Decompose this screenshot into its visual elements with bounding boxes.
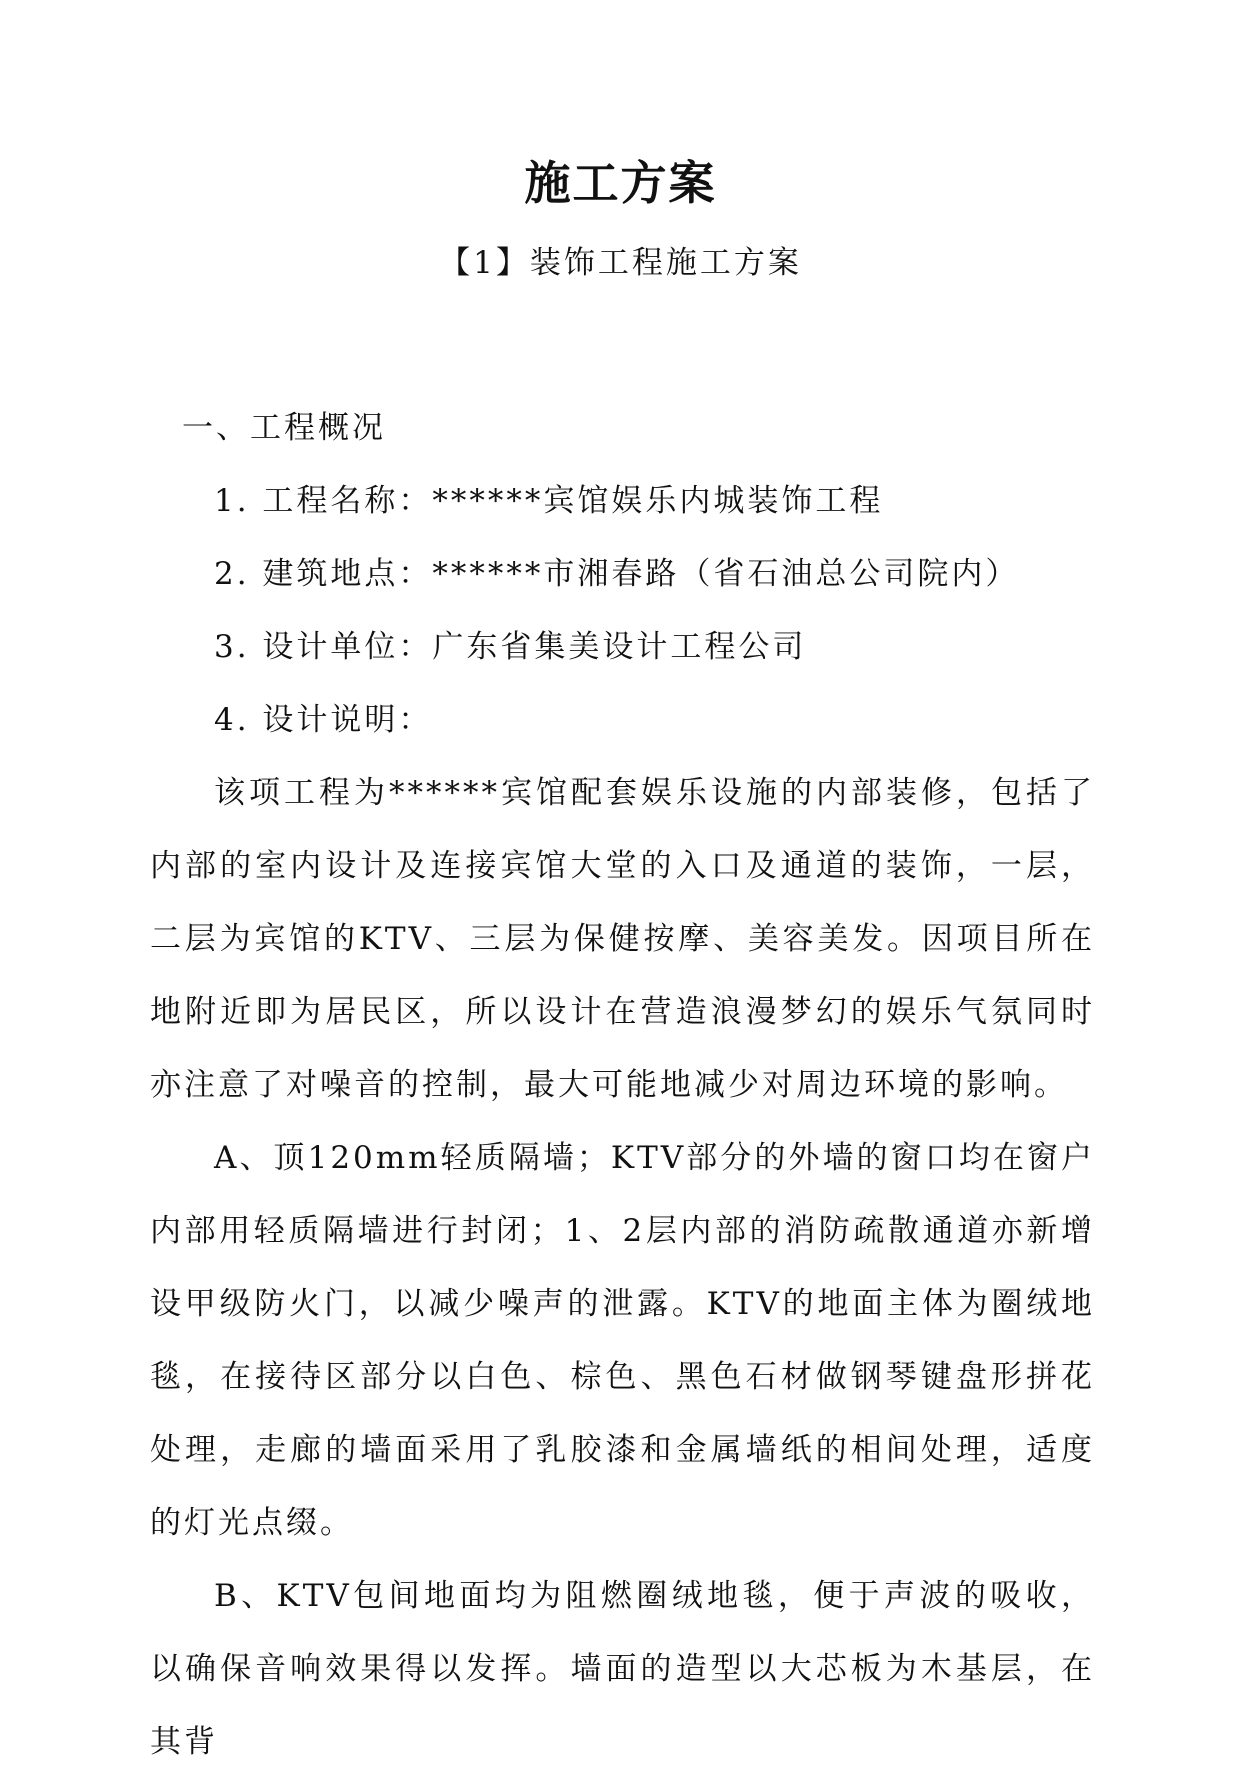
list-item-project-name: 1. 工程名称：******宾馆娱乐内城装饰工程 xyxy=(214,483,884,519)
document-body xyxy=(150,392,1095,1779)
paragraph-overview: 该项工程为******宾馆配套娱乐设施的内部装修，包括了内部的室内设计及连接宾馆大堂的入口及通道的装饰，一层，二层为宾馆的KTV、三层为保健按摩、美容美发。因项目所在地附近即为居民区，所以设计在营造浪漫梦幻的娱乐气氛同时亦注意了对噪音的控制，最大可能地减少对周边环境的影响。 xyxy=(150,775,1095,1103)
list-item-location: 2. 建筑地点：******市湘春路（省石油总公司院内） xyxy=(214,556,1020,592)
paragraph-b: B、KTV包间地面均为阻燃圈绒地毯，便于声波的吸收，以确保音响效果得以发挥。墙面的造型以大芯板为木基层，在其背 xyxy=(150,1578,1095,1760)
paragraph-a: A、顶120mm轻质隔墙；KTV部分的外墙的窗口均在窗户内部用轻质隔墙进行封闭；1、2层内部的消防疏散通道亦新增设甲级防火门，以减少噪声的泄露。KTV的地面主体为圈绒地毯，在接待区部分以白色、棕色、黑色石材做钢琴键盘形拼花处理，走廊的墙面采用了乳胶漆和金属墙纸的相间处理，适度的灯光点缀。 xyxy=(150,1140,1095,1541)
page-title: 施工方案 xyxy=(524,156,717,210)
page-subtitle: 【1】装饰工程施工方案 xyxy=(439,245,802,281)
list-item-design-notes: 4. 设计说明： xyxy=(214,702,433,738)
list-item-design-unit: 3. 设计单位：广东省集美设计工程公司 xyxy=(214,629,807,665)
section-heading: 一、工程概况 xyxy=(182,410,386,446)
